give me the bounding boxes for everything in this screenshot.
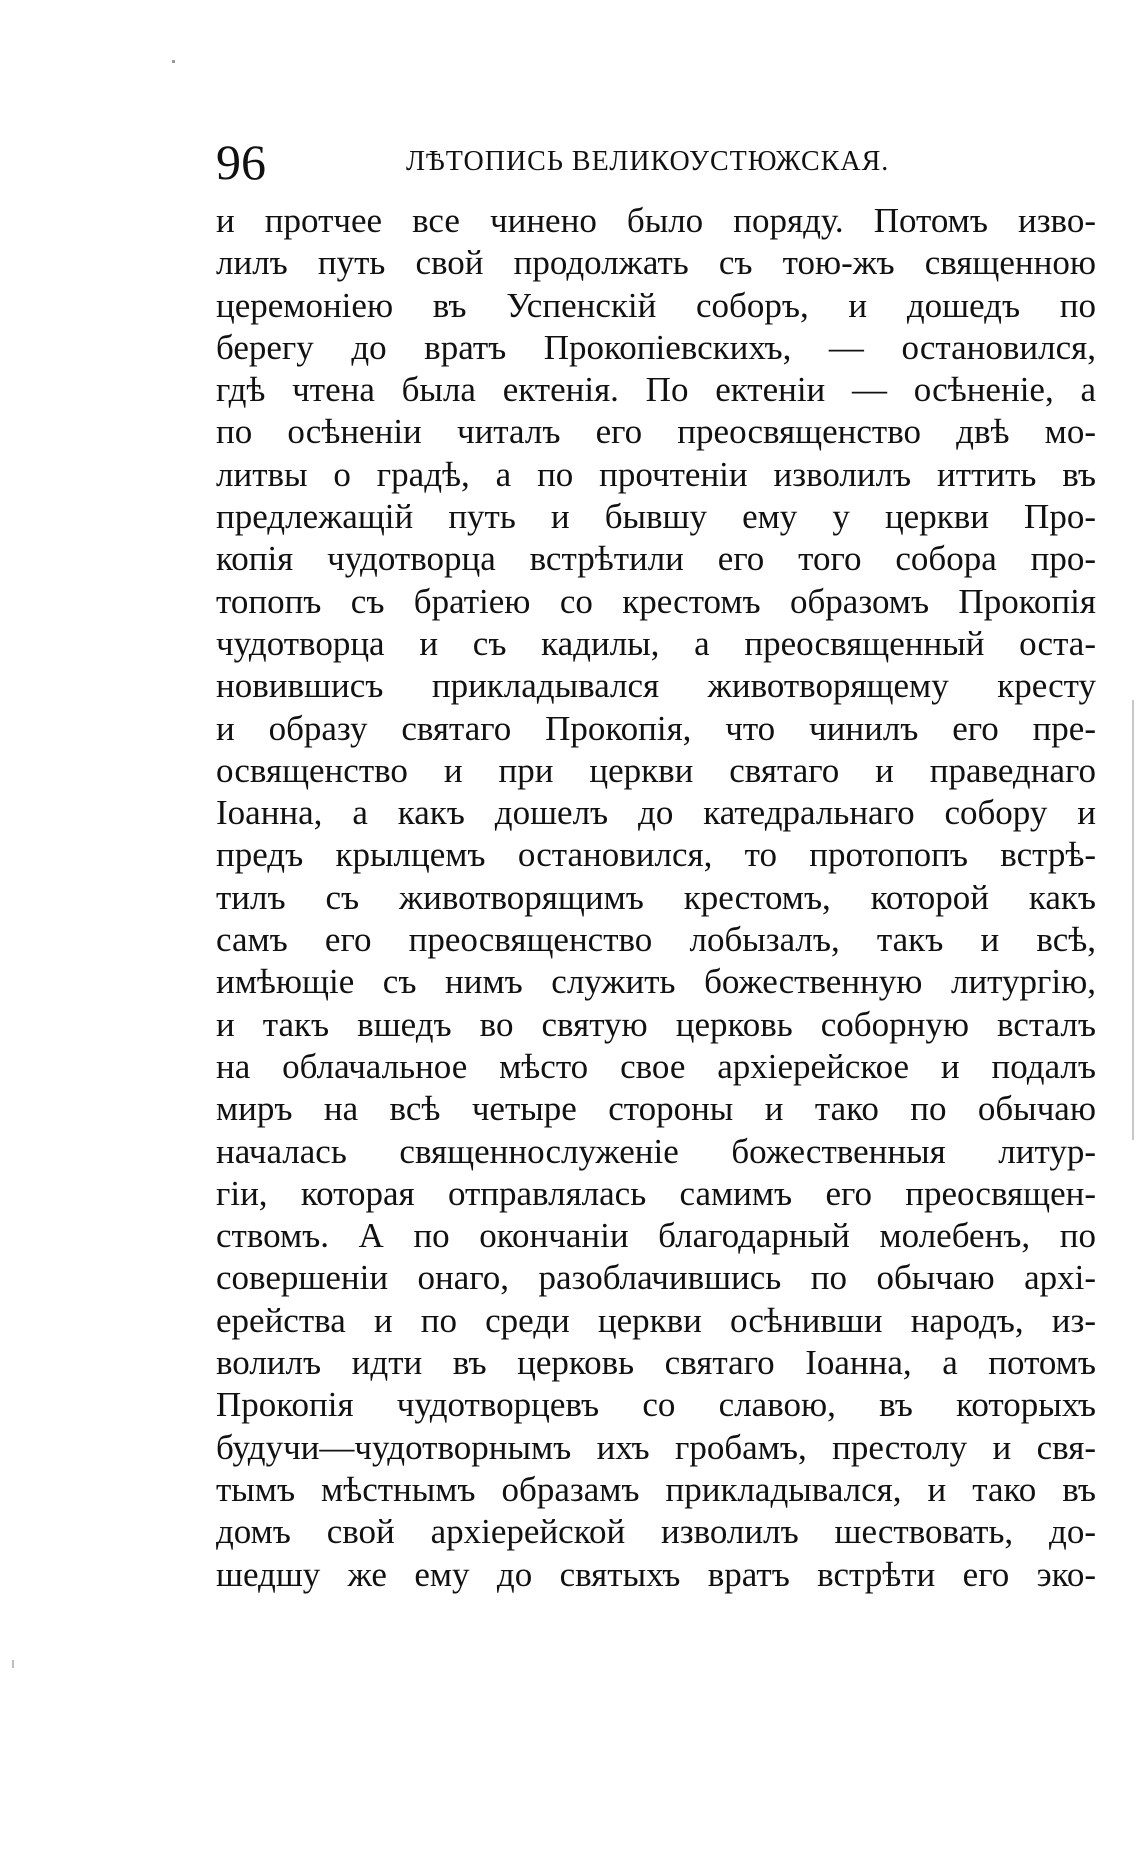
page-header bbox=[216, 132, 1096, 192]
text-line: предлежащій путь и бывшу ему у церкви Про- bbox=[216, 497, 1096, 537]
text-line: ствомъ. А по окончаніи благодарный молебенъ, по bbox=[216, 1216, 1096, 1256]
text-line: началась священнослуженіе божественныя литур- bbox=[216, 1131, 1096, 1171]
text-line: Іоанна, а какъ дошелъ до катедральнаго собору и bbox=[216, 793, 1096, 833]
text-line: волилъ идти въ церковь святаго Іоанна, а потомъ bbox=[216, 1343, 1096, 1383]
text-line: совершеніи онаго, разоблачившись по обычаю архі- bbox=[216, 1258, 1096, 1298]
text-line: копія чудотворца встрѣтили его того собора про- bbox=[216, 539, 1096, 579]
text-line: чудотворца и съ кадилы, а преосвященный оста- bbox=[216, 623, 1096, 663]
running-title: ЛѢТОПИСЬ ВЕЛИКОУСТЮЖСКАЯ. bbox=[406, 146, 890, 177]
page-number: 96 bbox=[216, 134, 266, 190]
text-line: на облачальное мѣсто свое архіерейское и подалъ bbox=[216, 1046, 1096, 1086]
text-line: предъ крылцемъ остановился, то протопопъ встрѣ- bbox=[216, 835, 1096, 875]
text-line: и образу святаго Прокопія, что чинилъ его пре- bbox=[216, 708, 1096, 748]
text-line: домъ свой архіерейской изволилъ шествовать, до- bbox=[216, 1512, 1096, 1552]
text-line: миръ на всѣ четыре стороны и тако по обычаю bbox=[216, 1089, 1096, 1129]
text-line: имѣющіе съ нимъ служить божественную литургію, bbox=[216, 962, 1096, 1002]
text-line: по осѣненіи читалъ его преосвященство двѣ мо- bbox=[216, 412, 1096, 452]
text-line: тымъ мѣстнымъ образамъ прикладывался, и тако въ bbox=[216, 1469, 1096, 1509]
text-line: лилъ путь свой продолжать съ тою-жъ священною bbox=[216, 243, 1096, 283]
scan-speck bbox=[12, 1660, 14, 1668]
text-line: и протчее все чинено было поряду. Потомъ изво- bbox=[216, 201, 1096, 240]
text-line: церемоніею въ Успенскій соборъ, и дошедъ по bbox=[216, 285, 1096, 325]
text-line: литвы о градѣ, а по прочтеніи изволилъ иттить въ bbox=[216, 454, 1096, 494]
text-line: ерейства и по среди церкви осѣнивши народъ, из- bbox=[216, 1300, 1096, 1340]
text-line: тилъ съ животворящимъ крестомъ, которой какъ bbox=[216, 877, 1096, 917]
text-line: освященство и при церкви святаго и праведнаго bbox=[216, 750, 1096, 790]
text-line: новившисъ прикладывался животворящему кресту bbox=[216, 666, 1096, 706]
scan-edge-shadow bbox=[1132, 700, 1134, 1140]
text-line: топопъ съ братіею со крестомъ образомъ Прокопія bbox=[216, 581, 1096, 621]
text-line: гіи, которая отправлялась самимъ его преосвящен- bbox=[216, 1173, 1096, 1213]
body-text bbox=[216, 200, 1096, 1596]
scan-speck bbox=[172, 60, 175, 63]
text-line: гдѣ чтена была ектенія. По ектеніи — осѣненіе, а bbox=[216, 370, 1096, 410]
text-line: и такъ вшедъ во святую церковь соборную всталъ bbox=[216, 1004, 1096, 1044]
text-line: самъ его преосвященство лобызалъ, такъ и всѣ, bbox=[216, 920, 1096, 960]
text-line: Прокопія чудотворцевъ со славою, въ которыхъ bbox=[216, 1385, 1096, 1425]
text-line: берегу до вратъ Прокопіевскихъ, — остановился, bbox=[216, 327, 1096, 367]
text-line: шедшу же ему до святыхъ вратъ встрѣти его эко- bbox=[216, 1554, 1096, 1594]
text-line: будучи—чудотворнымъ ихъ гробамъ, престолу и свя- bbox=[216, 1427, 1096, 1467]
